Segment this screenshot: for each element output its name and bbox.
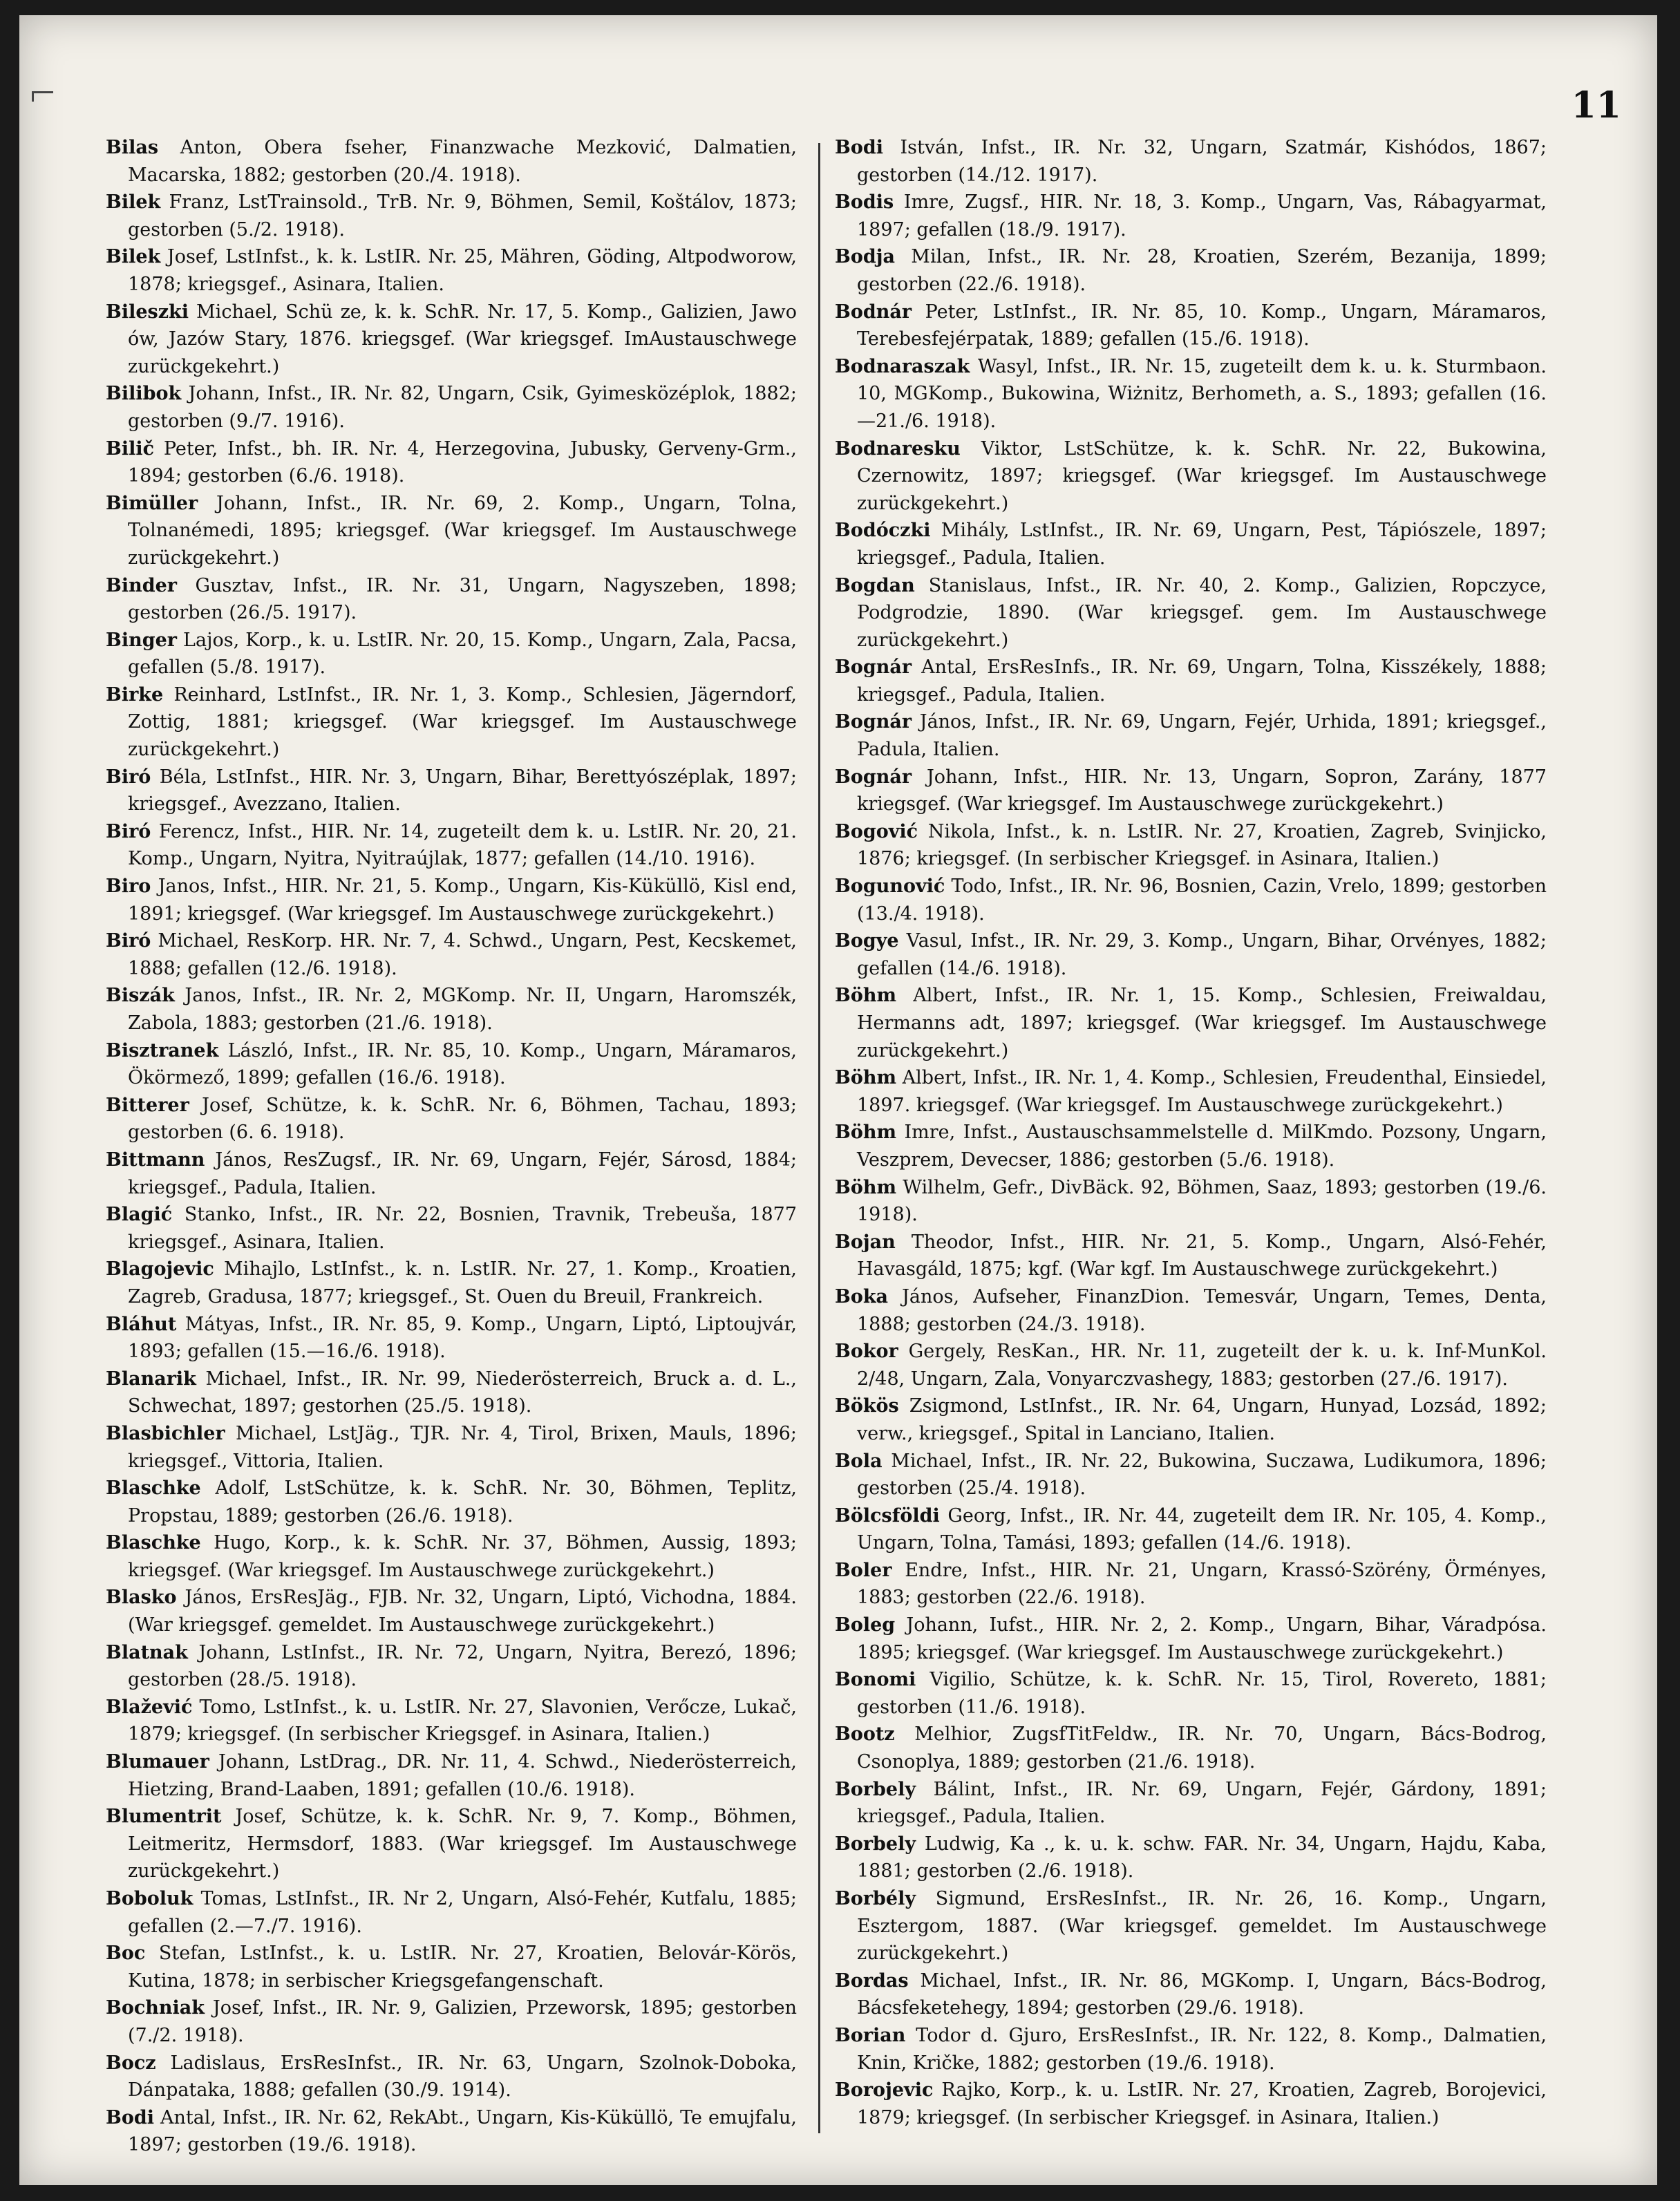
list-entry	[106, 681, 797, 764]
list-entry	[835, 982, 1547, 1064]
entry-details: Albert, Infst., IR. Nr. 1, 4. Komp., Schlesien, Freudenthal, Einsiedel, 1897. kriegsgef. (War kriegsgef. Im Austauschwege zurückgekehrt.)	[857, 1067, 1547, 1116]
entry-surname: Bölcsföldi	[835, 1504, 940, 1527]
entry-details: Lajos, Korp., k. u. LstIR. Nr. 20, 15. Komp., Ungarn, Zala, Pacsa, gefallen (5./8. 1917).	[128, 629, 797, 679]
entry-surname: Bitterer	[106, 1094, 189, 1116]
entry-details: Johann, LstDrag., DR. Nr. 11, 4. Schwd., Niederösterreich, Hietzing, Brand-Laaben, 1891; gefallen (10./6. 1918).	[128, 1751, 797, 1800]
list-entry	[106, 1885, 797, 1940]
entry-details: Gergely, ResKan., HR. Nr. 11, zugeteilt der k. u. k. Inf-MunKol. 2/48, Ungarn, Zala, Vonyarczvashegy, 1883; gestorben (27./6. 1917).	[857, 1341, 1547, 1390]
entry-surname: Bojan	[835, 1231, 896, 1253]
list-entry	[106, 1529, 797, 1584]
list-entry	[106, 1694, 797, 1748]
list-entry	[106, 243, 797, 298]
entry-details: Imre, Zugsf., HIR. Nr. 18, 3. Komp., Ungarn, Vas, Rábagyarmat, 1897; gefallen (18./9. 1917).	[857, 191, 1547, 240]
entry-details: Sigmund, ErsResInfst., IR. Nr. 26, 16. Komp., Ungarn, Esztergom, 1887. (War kriegsgef. gemeldet. Im Austauschwege zurückgekehrt.)	[857, 1888, 1547, 1965]
entry-surname: Boleg	[835, 1614, 896, 1636]
entry-surname: Böhm	[835, 1067, 897, 1089]
entry-surname: Blumauer	[106, 1751, 209, 1773]
entry-surname: Bodis	[835, 191, 894, 214]
list-entry	[835, 435, 1547, 518]
list-entry	[835, 927, 1547, 982]
entry-details: Endre, Infst., HIR. Nr. 21, Ungarn, Krassó-Szörény, Örményes, 1883; gestorben (22./6. 1918).	[857, 1559, 1547, 1609]
list-entry	[835, 708, 1547, 763]
entry-surname: Bimüller	[106, 492, 198, 514]
crop-mark	[32, 91, 53, 102]
entry-details: Todor d. Gjuro, ErsResInfst., IR. Nr. 122, 8. Komp., Dalmatien, Knin, Kričke, 1882; gestorben (19./6. 1918).	[857, 2024, 1547, 2074]
entry-surname: Blaschke	[106, 1477, 201, 1500]
entry-details: Hugo, Korp., k. k. SchR. Nr. 37, Böhmen, Aussig, 1893; kriegsgef. (War kriegsgef. Im Austauschwege zurückgekehrt.)	[128, 1532, 797, 1581]
list-entry	[835, 1338, 1547, 1392]
entry-surname: Biro	[106, 876, 151, 898]
entry-surname: Binger	[106, 629, 177, 651]
entry-surname: Blagić	[106, 1204, 173, 1226]
entry-surname: Bogye	[835, 930, 899, 952]
list-entry	[106, 1420, 797, 1475]
list-entry	[106, 1475, 797, 1529]
list-entry	[835, 1229, 1547, 1283]
right-column	[835, 134, 1547, 2131]
entry-surname: Borian	[835, 2024, 906, 2046]
entry-details: Antal, ErsResInfs., IR. Nr. 69, Ungarn, Tolna, Kisszékely, 1888; kriegsgef., Padula, Italien.	[857, 656, 1547, 706]
left-column	[106, 134, 797, 2159]
list-entry	[106, 1803, 797, 1885]
list-entry	[106, 1201, 797, 1256]
entry-surname: Bodnaraszak	[835, 355, 970, 377]
list-entry	[106, 189, 797, 243]
list-entry	[106, 982, 797, 1037]
document-page	[19, 15, 1657, 2185]
entry-details: Imre, Infst., Austauschsammelstelle d. MilKmdo. Pozsony, Ungarn, Veszprem, Devecser, 1886; gestorben (5./6. 1918).	[857, 1122, 1547, 1171]
entry-details: Michael, Schü ze, k. k. SchR. Nr. 17, 5. Komp., Galizien, Jawo ów, Jazów Stary, 1876. kriegsgef. (War kriegsgef. ImAustauschwege zurückgekehrt.)	[128, 301, 797, 377]
entry-details: László, Infst., IR. Nr. 85, 10. Komp., Ungarn, Máramaros, Ökörmező, 1899; gefallen (16./6. 1918).	[128, 1039, 797, 1089]
entry-details: Michael, Infst., IR. Nr. 99, Niederösterreich, Bruck a. d. L., Schwechat, 1897; gestorhen (25./5. 1918).	[128, 1368, 797, 1417]
entry-details: Johann, Infst., IR. Nr. 69, 2. Komp., Ungarn, Tolna, Tolnanémedi, 1895; kriegsgef. (War kriegsgef. Im Austauschwege zurückgekehrt.)	[128, 492, 797, 569]
list-entry	[835, 1612, 1547, 1666]
entry-details: Janos, Infst., IR. Nr. 2, MGKomp. Nr. II, Ungarn, Haromszék, Zabola, 1883; gestorben (21./6. 1918).	[128, 985, 797, 1034]
list-entry	[835, 2077, 1547, 2131]
list-entry	[835, 189, 1547, 243]
entry-details: Tomo, LstInfst., k. u. LstIR. Nr. 27, Slavonien, Verőcze, Lukač, 1879; kriegsgef. (In serbischer Kriegsgef. in Asinara, Italien.)	[128, 1696, 797, 1746]
entry-details: Peter, LstInfst., IR. Nr. 85, 10. Komp., Ungarn, Máramaros, Terebesfejérpatak, 1889; gefallen (15./6. 1918).	[857, 301, 1547, 350]
entry-surname: Biszák	[106, 985, 175, 1007]
entry-details: Ludwig, Ka ., k. u. k. schw. FAR. Nr. 34, Ungarn, Hajdu, Kaba, 1881; gestorben (2./6. 1918).	[857, 1833, 1547, 1882]
entry-surname: Bileszki	[106, 301, 189, 323]
list-entry	[835, 2022, 1547, 2077]
list-entry	[835, 1557, 1547, 1612]
entry-details: Todo, Infst., IR. Nr. 96, Bosnien, Cazin, Vrelo, 1899; gestorben (13./4. 1918).	[857, 876, 1547, 925]
entry-details: Johann, Iufst., HIR. Nr. 2, 2. Komp., Ungarn, Bihar, Váradpósa. 1895; kriegsgef. (War kriegsgef. Im Austauschwege zurückgekehrt.)	[857, 1614, 1547, 1663]
entry-details: Josef, Schütze, k. k. SchR. Nr. 6, Böhmen, Tachau, 1893; gestorben (6. 6. 1918).	[128, 1094, 797, 1144]
entry-surname: Bogović	[835, 820, 918, 842]
entry-surname: Bittmann	[106, 1149, 205, 1171]
list-entry	[835, 654, 1547, 708]
entry-details: János, ErsResJäg., FJB. Nr. 32, Ungarn, Liptó, Vichodna, 1884. (War kriegsgef. gemeldet. Im Austauschwege zurückgekehrt.)	[128, 1587, 797, 1636]
entry-details: Stanislaus, Infst., IR. Nr. 40, 2. Komp., Galizien, Ropczyce, Podgrodzie, 1890. (War kriegsgef. gem. Im Austauschwege zurückgekehrt.)	[857, 574, 1547, 651]
entry-surname: Birke	[106, 683, 164, 706]
list-entry	[835, 353, 1547, 435]
entry-details: István, Infst., IR. Nr. 32, Ungarn, Szatmár, Kishódos, 1867; gestorben (14./12. 1917).	[857, 137, 1547, 186]
entry-details: Melhior, ZugsfTitFeldw., IR. Nr. 70, Ungarn, Bács-Bodrog, Csonoplya, 1889; gestorben (21./6. 1918).	[857, 1723, 1547, 1773]
list-entry	[106, 1037, 797, 1092]
list-entry	[835, 1174, 1547, 1229]
entry-details: Vigilio, Schütze, k. k. SchR. Nr. 15, Tirol, Rovereto, 1881; gestorben (11./6. 1918).	[857, 1669, 1547, 1718]
entry-surname: Blažević	[106, 1696, 193, 1718]
list-entry	[835, 1119, 1547, 1173]
entry-surname: Böhm	[835, 1122, 897, 1144]
list-entry	[835, 134, 1547, 189]
entry-surname: Bláhut	[106, 1313, 177, 1335]
entry-details: Reinhard, LstInfst., IR. Nr. 1, 3. Komp., Schlesien, Jägerndorf, Zottig, 1881; kriegsgef. (War kriegsgef. Im Austauschwege zurückgekehrt.)	[128, 683, 797, 761]
entry-surname: Biró	[106, 820, 151, 842]
entry-details: Zsigmond, LstInfst., IR. Nr. 64, Ungarn, Hunyad, Lozsád, 1892; verw., kriegsgef., Spital in Lanciano, Italien.	[857, 1395, 1547, 1444]
list-entry	[835, 1448, 1547, 1502]
entry-surname: Bodja	[835, 246, 895, 268]
list-entry	[835, 1885, 1547, 1967]
list-entry	[106, 764, 797, 818]
entry-details: Johann, Infst., IR. Nr. 82, Ungarn, Csik, Gyimesközéplok, 1882; gestorben (9./7. 1916).	[128, 383, 797, 432]
entry-details: Stefan, LstInfst., k. u. LstIR. Nr. 27, Kroatien, Belovár-Körös, Kutina, 1878; in serbischer Kriegsgefangenschaft.	[128, 1943, 797, 1992]
list-entry	[835, 1831, 1547, 1885]
entry-details: Franz, LstTrainsold., TrB. Nr. 9, Böhmen, Semil, Koštálov, 1873; gestorben (5./2. 1918).	[128, 191, 797, 240]
list-entry	[835, 1502, 1547, 1557]
entry-details: Rajko, Korp., k. u. LstIR. Nr. 27, Kroatien, Zagreb, Borojevici, 1879; kriegsgef. (In serbischer Kriegsgef. in Asinara, Italien.)	[857, 2079, 1547, 2128]
entry-surname: Bocz	[106, 2052, 156, 2074]
list-entry	[106, 818, 797, 873]
list-entry	[106, 572, 797, 627]
list-entry	[835, 1666, 1547, 1721]
entry-details: Josef, LstInfst., k. k. LstIR. Nr. 25, Mähren, Göding, Altpodworow, 1878; kriegsgef., Asinara, Italien.	[128, 246, 797, 295]
entry-surname: Bilek	[106, 246, 161, 268]
list-entry	[106, 299, 797, 381]
entry-surname: Bilas	[106, 137, 159, 158]
list-entry	[835, 243, 1547, 298]
entry-details: Bálint, Infst., IR. Nr. 69, Ungarn, Fejér, Gárdony, 1891; kriegsgef., Padula, Italien.	[857, 1778, 1547, 1828]
entry-surname: Bonomi	[835, 1669, 916, 1691]
entry-details: Stanko, Infst., IR. Nr. 22, Bosnien, Travnik, Trebeuša, 1877 kriegsgef., Asinara, Italien.	[128, 1204, 797, 1253]
entry-details: Josef, Schütze, k. k. SchR. Nr. 9, 7. Komp., Böhmen, Leitmeritz, Hermsdorf, 1883. (War kriegsgef. Im Austauschwege zurückgekehrt.)	[128, 1806, 797, 1882]
entry-surname: Boboluk	[106, 1888, 194, 1909]
entry-surname: Bordas	[835, 1969, 909, 1992]
entry-surname: Bodnár	[835, 301, 912, 323]
entry-surname: Borbely	[835, 1833, 916, 1855]
entry-surname: Bilič	[106, 437, 155, 460]
entry-surname: Blumentrit	[106, 1806, 222, 1828]
entry-details: Theodor, Infst., HIR. Nr. 21, 5. Komp., Ungarn, Alsó-Fehér, Havasgáld, 1875; kgf. (War kgf. Im Austauschwege zurückgekehrt.)	[857, 1231, 1547, 1281]
entry-details: Wasyl, Infst., IR. Nr. 15, zugeteilt dem k. u. k. Sturmbaon. 10, MGKomp., Bukowina, Wiżnitz, Berhometh, a. S., 1893; gefallen (16.—21./6. 1918).	[857, 355, 1547, 432]
entry-surname: Bochniak	[106, 1997, 205, 2019]
entry-details: Mihály, LstInfst., IR. Nr. 69, Ungarn, Pest, Tápiószele, 1897; kriegsgef., Padula, Italien.	[857, 520, 1547, 569]
list-entry	[835, 572, 1547, 654]
list-entry	[106, 1994, 797, 2049]
entry-details: Mihajlo, LstInfst., k. n. LstIR. Nr. 27, 1. Komp., Kroatien, Zagreb, Gradusa, 1877; kriegsgef., St. Ouen du Breuil, Frankreich.	[128, 1258, 797, 1307]
entry-surname: Biró	[106, 766, 151, 788]
entry-details: János, Infst., IR. Nr. 69, Ungarn, Fejér, Urhida, 1891; kriegsgef., Padula, Italien.	[857, 711, 1547, 761]
list-entry	[106, 1748, 797, 1803]
entry-details: Johann, LstInfst., IR. Nr. 72, Ungarn, Nyitra, Berezó, 1896; gestorben (28./5. 1918).	[128, 1641, 797, 1691]
entry-details: Wilhelm, Gefr., DivBäck. 92, Böhmen, Saaz, 1893; gestorben (19./6. 1918).	[857, 1176, 1547, 1226]
column-divider	[818, 143, 820, 2133]
list-entry	[835, 1392, 1547, 1447]
entry-details: Gusztav, Infst., IR. Nr. 31, Ungarn, Nagyszeben, 1898; gestorben (26./5. 1917).	[128, 574, 797, 624]
list-entry	[106, 380, 797, 435]
entry-surname: Biró	[106, 930, 151, 952]
entry-details: Adolf, LstSchütze, k. k. SchR. Nr. 30, Böhmen, Teplitz, Propstau, 1889; gestorben (26./6. 1918).	[128, 1477, 797, 1527]
list-entry	[835, 517, 1547, 571]
entry-surname: Böhm	[835, 1176, 897, 1198]
entry-surname: Blagojevic	[106, 1258, 214, 1281]
list-entry	[106, 1639, 797, 1694]
list-entry	[835, 1283, 1547, 1338]
entry-details: Peter, Infst., bh. IR. Nr. 4, Herzegovina, Jubusky, Gerveny-Grm., 1894; gestorben (6./6. 1918).	[128, 437, 797, 487]
entry-details: Ladislaus, ErsResInfst., IR. Nr. 63, Ungarn, Szolnok-Doboka, Dánpataka, 1888; gefallen (30./9. 1914).	[128, 2052, 797, 2101]
entry-details: Josef, Infst., IR. Nr. 9, Galizien, Przeworsk, 1895; gestorben (7./2. 1918).	[128, 1997, 797, 2046]
entry-surname: Bognár	[835, 711, 912, 733]
list-entry	[835, 818, 1547, 873]
entry-surname: Bokor	[835, 1341, 898, 1363]
entry-surname: Blasbichler	[106, 1422, 225, 1444]
entry-surname: Bodóczki	[835, 520, 931, 542]
entry-details: János, Aufseher, FinanzDion. Temesvár, Ungarn, Temes, Denta, 1888; gestorben (24./3. 1918).	[857, 1285, 1547, 1335]
list-entry	[106, 1092, 797, 1146]
entry-details: Michael, Infst., IR. Nr. 22, Bukowina, Suczawa, Ludikumora, 1896; gestorben (25./4. 1918).	[857, 1450, 1547, 1500]
entry-surname: Binder	[106, 574, 177, 596]
entry-details: Nikola, Infst., k. n. LstIR. Nr. 27, Kroatien, Zagreb, Svinjicko, 1876; kriegsgef. (In serbischer Kriegsgef. in Asinara, Italien.)	[857, 820, 1547, 870]
entry-details: János, ResZugsf., IR. Nr. 69, Ungarn, Fejér, Sárosd, 1884; kriegsgef., Padula, Italien.	[128, 1149, 797, 1198]
entry-surname: Böhm	[835, 985, 897, 1007]
entry-surname: Bökös	[835, 1395, 899, 1417]
entry-surname: Blaschke	[106, 1532, 201, 1554]
entry-surname: Blatnak	[106, 1641, 188, 1663]
list-entry	[835, 1776, 1547, 1831]
list-entry	[106, 435, 797, 490]
list-entry	[835, 764, 1547, 818]
list-entry	[835, 1967, 1547, 2022]
entry-surname: Bola	[835, 1450, 883, 1472]
entry-details: Vasul, Infst., IR. Nr. 29, 3. Komp., Ungarn, Bihar, Orvényes, 1882; gefallen (14./6. 1918).	[857, 930, 1547, 979]
list-entry	[106, 1366, 797, 1420]
entry-details: Anton, Obera fseher, Finanzwache Mezković, Dalmatien, Macarska, 1882; gestorben (20./4. 1918).	[128, 137, 797, 186]
list-entry	[106, 1256, 797, 1310]
entry-surname: Bogunović	[835, 876, 945, 898]
entry-details: Michael, Infst., IR. Nr. 86, MGKomp. I, Ungarn, Bács-Bodrog, Bácsfeketehegy, 1894; gestorben (29./6. 1918).	[857, 1969, 1547, 2019]
entry-details: Georg, Infst., IR. Nr. 44, zugeteilt dem IR. Nr. 105, 4. Komp., Ungarn, Tolna, Tamási, 1893; gefallen (14./6. 1918).	[857, 1504, 1547, 1554]
entry-surname: Bodnaresku	[835, 437, 961, 460]
entry-surname: Bisztranek	[106, 1039, 219, 1061]
list-entry	[106, 1146, 797, 1201]
entry-surname: Bodi	[106, 2106, 154, 2128]
list-entry	[106, 1940, 797, 1994]
list-entry	[106, 1584, 797, 1638]
entry-details: Milan, Infst., IR. Nr. 28, Kroatien, Szerém, Bezanija, 1899; gestorben (22./6. 1918).	[857, 246, 1547, 295]
entry-details: Antal, Infst., IR. Nr. 62, RekAbt., Ungarn, Kis-Küküllö, Te emujfalu, 1897; gestorben (19./6. 1918).	[128, 2106, 797, 2156]
entry-surname: Borbély	[835, 1888, 916, 1909]
list-entry	[835, 1064, 1547, 1119]
entry-surname: Boka	[835, 1285, 889, 1307]
entry-details: Béla, LstInfst., HIR. Nr. 3, Ungarn, Bihar, Berettyószéplak, 1897; kriegsgef., Avezzano, Italien.	[128, 766, 797, 815]
entry-surname: Bogdan	[835, 574, 915, 596]
page-number: 11	[1571, 84, 1621, 126]
entry-details: Michael, ResKorp. HR. Nr. 7, 4. Schwd., Ungarn, Pest, Kecskemet, 1888; gefallen (12./6. 1918).	[128, 930, 797, 979]
entry-surname: Borojevic	[835, 2079, 934, 2101]
entry-details: Johann, Infst., HIR. Nr. 13, Ungarn, Sopron, Zarány, 1877 kriegsgef. (War kriegsgef. Im Austauschwege zurückgekehrt.)	[857, 766, 1547, 815]
list-entry	[106, 2104, 797, 2159]
entry-surname: Bilibok	[106, 383, 182, 405]
list-entry	[835, 873, 1547, 927]
entry-surname: Bodi	[835, 137, 883, 158]
entry-surname: Borbely	[835, 1778, 916, 1800]
entry-details: Michael, LstJäg., TJR. Nr. 4, Tirol, Brixen, Mauls, 1896; kriegsgef., Vittoria, Italien.	[128, 1422, 797, 1472]
list-entry	[106, 873, 797, 927]
entry-surname: Bognár	[835, 766, 912, 788]
entry-details: Mátyas, Infst., IR. Nr. 85, 9. Komp., Ungarn, Liptó, Liptoujvár, 1893; gefallen (15.—16./6. 1918).	[128, 1313, 797, 1363]
entry-details: Albert, Infst., IR. Nr. 1, 15. Komp., Schlesien, Freiwaldau, Hermanns adt, 1897; kriegsgef. (War kriegsgef. Im Austauschwege zurückgekehrt.)	[857, 985, 1547, 1061]
entry-surname: Bognár	[835, 656, 912, 679]
list-entry	[106, 627, 797, 681]
entry-details: Janos, Infst., HIR. Nr. 21, 5. Komp., Ungarn, Kis-Küküllö, Kisl end, 1891; kriegsgef. (War kriegsgef. Im Austauschwege zurückgekehrt.)	[128, 876, 797, 925]
list-entry	[835, 299, 1547, 353]
entry-surname: Bilek	[106, 191, 161, 214]
entry-surname: Boler	[835, 1559, 892, 1581]
entry-surname: Blasko	[106, 1587, 177, 1609]
entry-surname: Bootz	[835, 1723, 895, 1746]
list-entry	[106, 1311, 797, 1366]
list-entry	[106, 2050, 797, 2104]
entry-details: Tomas, LstInfst., IR. Nr 2, Ungarn, Alsó-Fehér, Kutfalu, 1885; gefallen (2.—7./7. 1916).	[128, 1888, 797, 1937]
list-entry	[106, 134, 797, 189]
entry-details: Viktor, LstSchütze, k. k. SchR. Nr. 22, Bukowina, Czernowitz, 1897; kriegsgef. (War kriegsgef. Im Austauschwege zurückgekehrt.)	[857, 437, 1547, 514]
list-entry	[106, 490, 797, 572]
entry-surname: Blanarik	[106, 1368, 196, 1390]
entry-details: Ferencz, Infst., HIR. Nr. 14, zugeteilt dem k. u. LstIR. Nr. 20, 21. Komp., Ungarn, Nyitra, Nyitraújlak, 1877; gefallen (14./10. 1916).	[128, 820, 797, 870]
list-entry	[835, 1721, 1547, 1775]
list-entry	[106, 927, 797, 982]
entry-surname: Boc	[106, 1943, 146, 1965]
